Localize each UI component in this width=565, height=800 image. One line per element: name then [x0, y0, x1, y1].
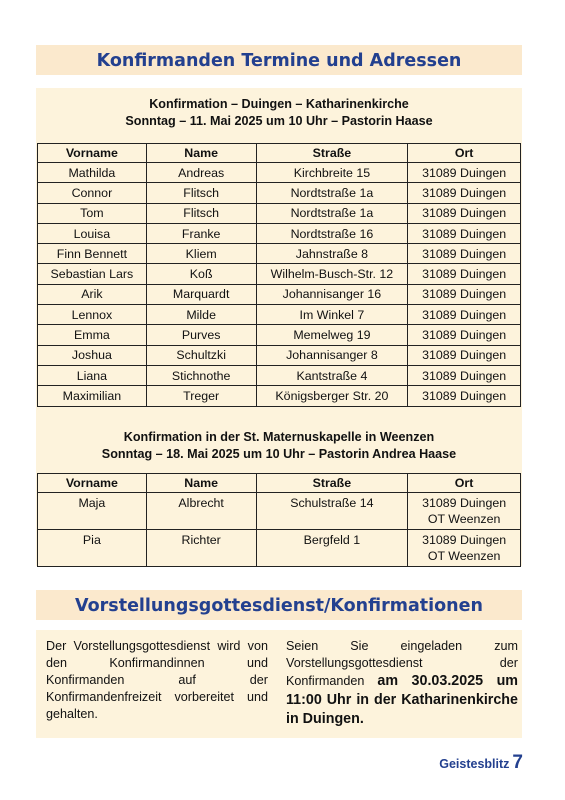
cell-name: Koß [146, 264, 256, 284]
cell-vorname: Mathilda [38, 163, 147, 183]
table-row [38, 530, 521, 567]
cell-vorname: Pia [38, 530, 147, 567]
cell-vorname: Joshua [38, 345, 147, 365]
cell-vorname: Emma [38, 325, 147, 345]
cell-vorname: Lennox [38, 305, 147, 325]
cell-ort: 31089 Duingen [408, 244, 521, 264]
cell-ort-line1: 31089 Duingen [422, 496, 507, 510]
cell-ort: 31089 Duingen [408, 284, 521, 304]
cell-strasse: Jahnstraße 8 [256, 244, 408, 264]
table-row [38, 386, 521, 406]
cell-strasse: Bergfeld 1 [256, 530, 408, 567]
cell-vorname: Sebastian Lars [38, 264, 147, 284]
table-row [38, 223, 521, 243]
section-title-vorstellungsgottesdienst: Vorstellungsgottesdienst/Konfirmationen [36, 590, 522, 620]
cell-strasse: Im Winkel 7 [256, 305, 408, 325]
cell-ort-line1: 31089 Duingen [422, 533, 507, 547]
cell-strasse: Kantstraße 4 [256, 365, 408, 385]
invitation-date-location: am 30.03.2025 um 11:00 Uhr in der Katharinenkirche in Duingen. [286, 673, 519, 727]
header-name: Name [146, 474, 256, 493]
page-number: 7 [512, 752, 523, 773]
cell-name: Stichnothe [146, 365, 256, 385]
cell-ort: 31089 Duingen [408, 203, 521, 223]
left-paragraph: Der Vorstellungsgottesdienst wird von den Konfirmandinnen und Konfirmanden auf der Konfirmandenfreizeit vorbereitet und gehalten. [46, 639, 268, 721]
header-strasse: Straße [256, 474, 408, 493]
cell-strasse: Johannisanger 8 [256, 345, 408, 365]
cell-ort: 31089 Duingen [408, 223, 521, 243]
table-row [38, 183, 521, 203]
table-row [38, 493, 521, 530]
header-vorname: Vorname [38, 144, 147, 163]
table-row [38, 163, 521, 183]
cell-strasse: Kirchbreite 15 [256, 163, 408, 183]
header-ort: Ort [408, 474, 521, 493]
cell-vorname: Maximilian [38, 386, 147, 406]
cell-name: Milde [146, 305, 256, 325]
event1-heading [36, 96, 522, 130]
table-row [38, 305, 521, 325]
address-table-weenzen [37, 473, 521, 567]
cell-name: Schultzki [146, 345, 256, 365]
table-header-row [38, 474, 521, 493]
cell-strasse: Nordtstraße 1a [256, 183, 408, 203]
invitation-text: Seien Sie eingeladen zum Vorstellungsgottesdienst der Konfirmanden [286, 639, 518, 688]
cell-ort-line2: OT Weenzen [427, 549, 501, 563]
cell-name: Flitsch [146, 183, 256, 203]
cell-name: Marquardt [146, 284, 256, 304]
cell-ort-line2: OT Weenzen [427, 512, 501, 526]
table-row [38, 244, 521, 264]
vorstellungsgottesdienst-panel [36, 630, 522, 738]
header-vorname: Vorname [38, 474, 147, 493]
cell-strasse: Königsberger Str. 20 [256, 386, 408, 406]
event2-line1: Konfirmation in der St. Maternuskapelle in Weenzen [123, 430, 435, 444]
section-title-konfirmanden: Konfirmanden Termine und Adressen [36, 45, 522, 75]
cell-name: Franke [146, 223, 256, 243]
table-row [38, 345, 521, 365]
table-row [38, 365, 521, 385]
header-name: Name [146, 144, 256, 163]
cell-name: Purves [146, 325, 256, 345]
table-row [38, 284, 521, 304]
table-row [38, 203, 521, 223]
event1-line2: Sonntag – 11. Mai 2025 um 10 Uhr – Pastorin Haase [125, 114, 433, 128]
table-row [38, 325, 521, 345]
cell-ort: 31089 Duingen [408, 163, 521, 183]
page-footer [439, 752, 523, 774]
cell-name: Albrecht [146, 493, 256, 530]
konfirmanden-panel [36, 88, 522, 566]
cell-name: Richter [146, 530, 256, 567]
cell-strasse: Memelweg 19 [256, 325, 408, 345]
cell-ort: 31089 Duingen [408, 325, 521, 345]
cell-vorname: Louisa [38, 223, 147, 243]
event1-line1: Konfirmation – Duingen – Katharinenkirche [149, 97, 409, 111]
table-row [38, 264, 521, 284]
cell-strasse: Nordtstraße 16 [256, 223, 408, 243]
cell-ort: 31089 Duingen [408, 345, 521, 365]
header-ort: Ort [408, 144, 521, 163]
cell-ort: 31089 Duingen [408, 183, 521, 203]
event2-line2: Sonntag – 18. Mai 2025 um 10 Uhr – Pastorin Andrea Haase [101, 447, 457, 461]
table-header-row [38, 144, 521, 163]
cell-ort: 31089 Duingen [408, 386, 521, 406]
cell-strasse: Schulstraße 14 [256, 493, 408, 530]
cell-name: Andreas [146, 163, 256, 183]
cell-strasse: Johannisanger 16 [256, 284, 408, 304]
cell-ort [408, 530, 521, 567]
address-table-duingen [37, 143, 521, 407]
cell-name: Kliem [146, 244, 256, 264]
cell-name: Treger [146, 386, 256, 406]
cell-vorname: Tom [38, 203, 147, 223]
cell-ort [408, 493, 521, 530]
cell-ort: 31089 Duingen [408, 305, 521, 325]
header-strasse: Straße [256, 144, 408, 163]
cell-name: Flitsch [146, 203, 256, 223]
cell-vorname: Maja [38, 493, 147, 530]
cell-vorname: Finn Bennett [38, 244, 147, 264]
event2-heading [36, 429, 522, 463]
cell-ort: 31089 Duingen [408, 264, 521, 284]
right-paragraph [286, 638, 518, 729]
cell-strasse: Wilhelm-Busch-Str. 12 [256, 264, 408, 284]
cell-strasse: Nordtstraße 1a [256, 203, 408, 223]
cell-vorname: Liana [38, 365, 147, 385]
cell-vorname: Arik [38, 284, 147, 304]
magazine-name: Geistesblitz [439, 757, 510, 771]
cell-ort: 31089 Duingen [408, 365, 521, 385]
cell-vorname: Connor [38, 183, 147, 203]
